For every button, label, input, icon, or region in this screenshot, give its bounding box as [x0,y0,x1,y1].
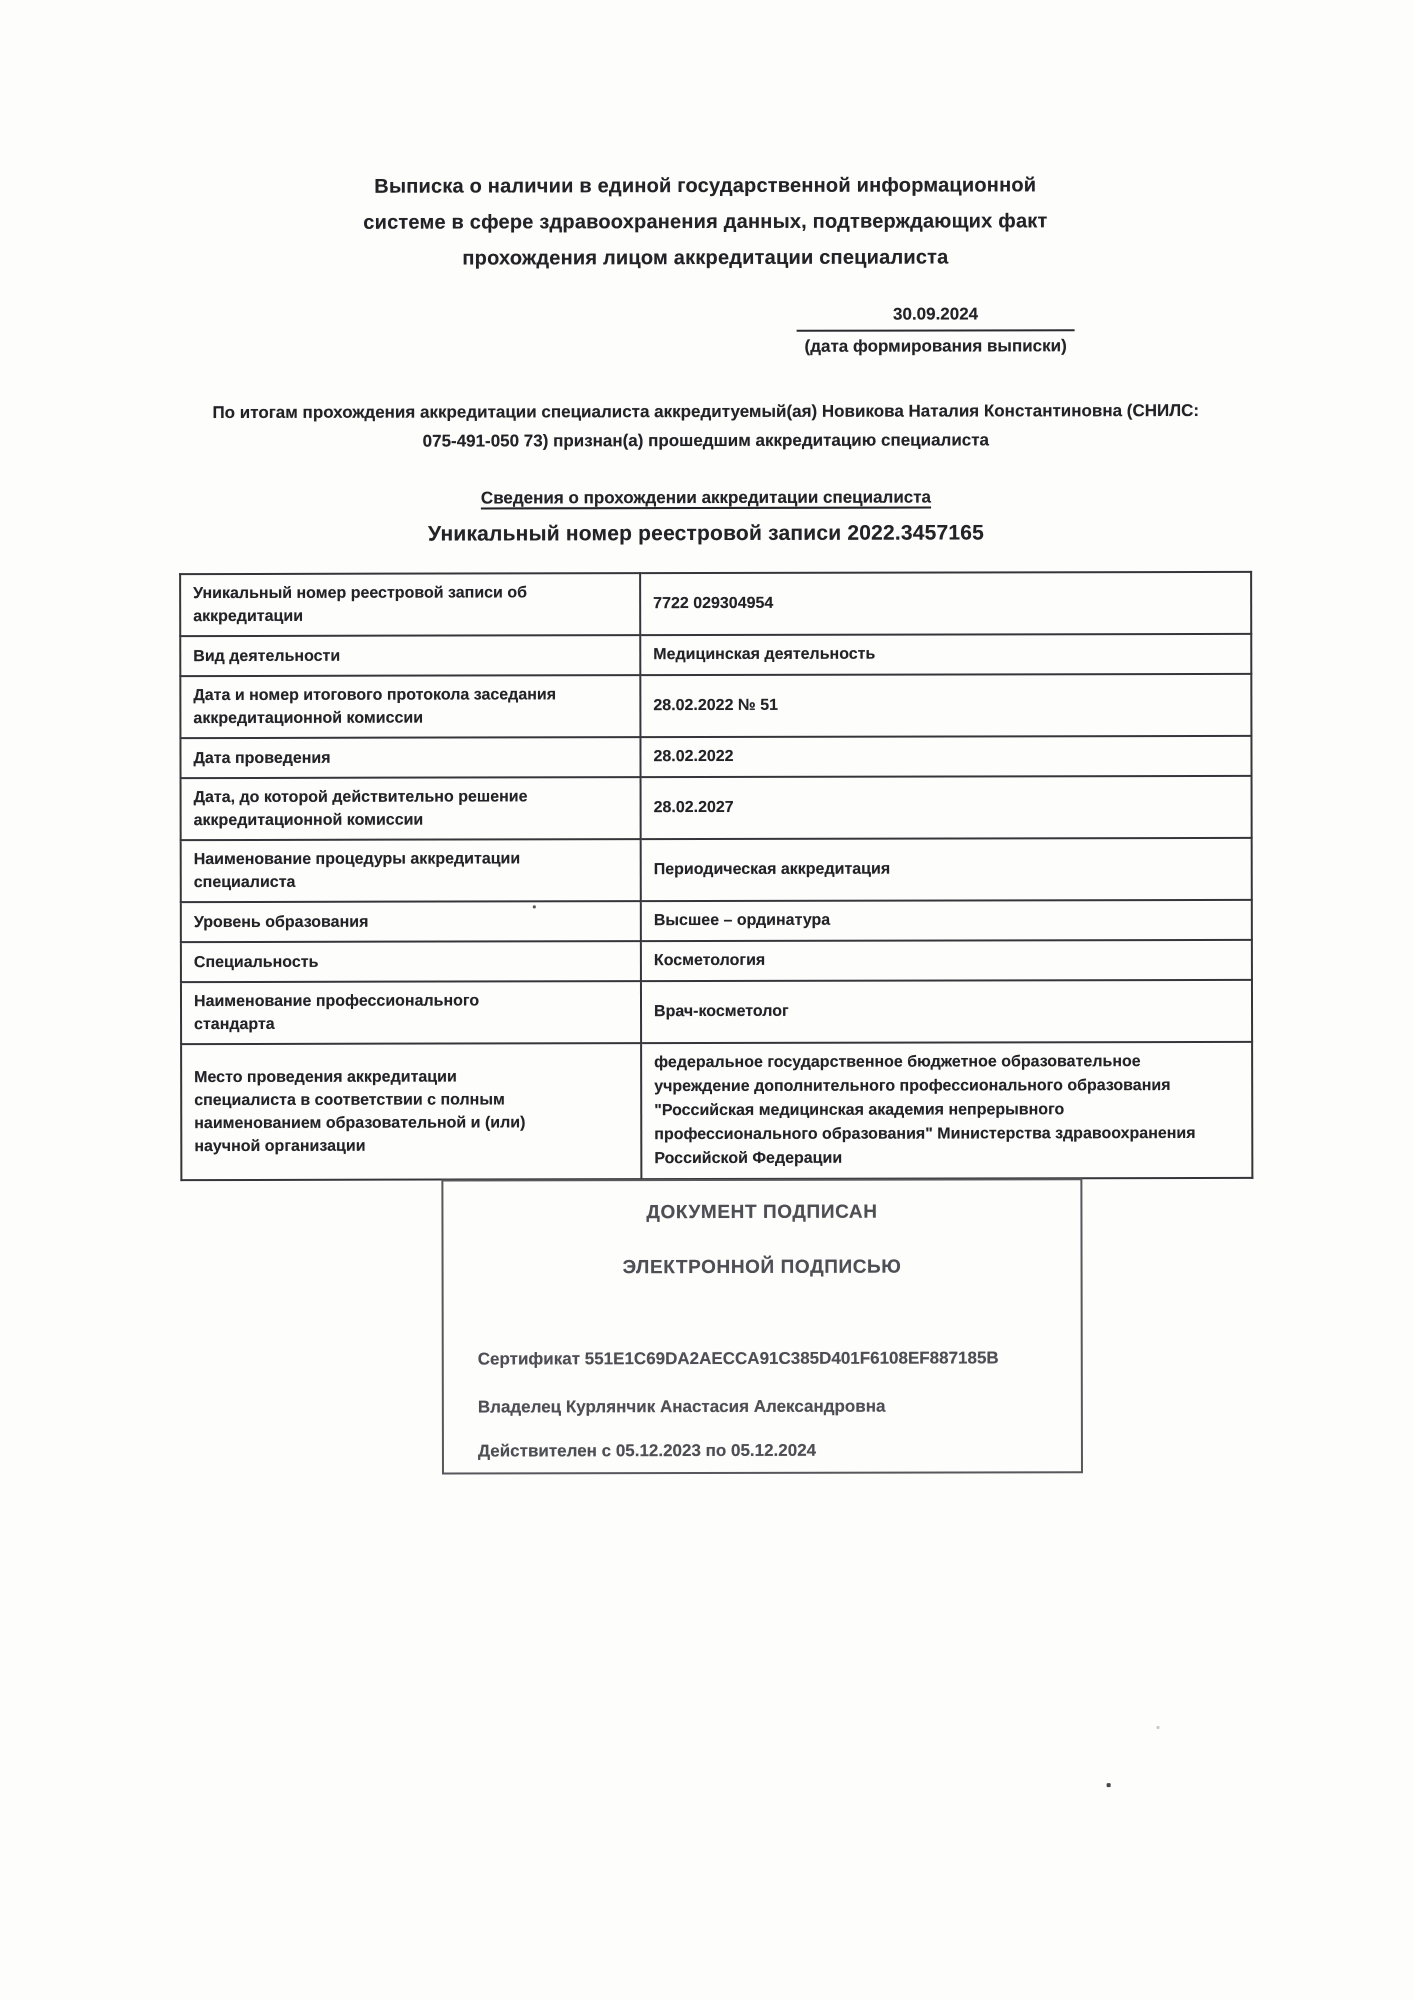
signature-owner: Владелец Курлянчик Анастасия Александровна [477,1396,886,1417]
table-value-cell: 28.02.2022 № 51 [640,674,1251,737]
table-label-cell: Место проведения аккредитации специалиста в соответствии с полным наименованием образовательной и (или) научной организации [181,1043,641,1180]
table-row [181,1042,1252,1180]
table-label-cell: Специальность [181,941,641,982]
formation-date-value: 30.09.2024 [797,304,1075,332]
signature-validity: Действителен с 05.12.2023 по 05.12.2024 [477,1440,817,1461]
table-row [180,674,1251,738]
section-heading: Сведения о прохождении аккредитации специалиста [480,487,932,508]
table-row [181,940,1252,982]
table-value-cell: Медицинская деятельность [640,634,1251,675]
table-value-cell: 28.02.2022 [640,736,1251,777]
signature-header-line1: ДОКУМЕНТ ПОДПИСАН [646,1201,878,1224]
table-value-cell: Периодическая аккредитация [641,838,1252,901]
signature-certificate: Сертификат 551E1C69DA2AECCA91C385D401F6108EF887185B [477,1348,999,1369]
table-row [181,776,1252,840]
table-value-cell: 28.02.2027 [641,776,1252,839]
document-title: Выписка о наличии в единой государственной информационной системе в сфере здравоохранения данных, подтверждающих факт прохождения лицом аккредитации специалиста [363,174,1048,270]
scan-speck [533,905,536,908]
table-label-cell: Дата проведения [180,737,640,778]
formation-date-caption: (дата формирования выписки) [804,336,1067,356]
signature-header-line2: ЭЛЕКТРОННОЙ ПОДПИСЬЮ [622,1256,902,1279]
table-value-cell: Высшее – ординатура [641,900,1252,941]
table-label-cell: Наименование процедуры аккредитации специалиста [181,839,641,902]
table-label-cell: Дата и номер итогового протокола заседания аккредитационной комиссии [180,675,640,738]
registry-number-heading: Уникальный номер реестровой записи 2022.3457165 [427,521,985,546]
formation-date-block [797,304,1075,357]
table-label-cell: Уникальный номер реестровой записи об аккредитации [180,573,640,636]
intro-paragraph: По итогам прохождения аккредитации специалиста аккредитуемый(ая) Новикова Наталия Константиновна (СНИЛС: 075-491-050 73) признан(а) прошедшим аккредитацию специалиста [212,400,1200,451]
table-row [181,980,1252,1044]
table-row [181,838,1252,902]
table-row [181,900,1252,942]
table-value-cell: Врач-косметолог [641,980,1252,1043]
table-label-cell: Вид деятельности [180,635,640,676]
table-value-cell: 7722 029304954 [640,572,1251,635]
scan-speck [1157,1726,1160,1729]
table-row [180,634,1251,676]
table-row [180,572,1251,636]
accreditation-table [179,571,1253,1181]
electronic-signature-stamp [441,1178,1083,1474]
table-label-cell: Дата, до которой действительно решение аккредитационной комиссии [181,777,641,840]
table-label-cell: Наименование профессионального стандарта [181,981,641,1044]
table-row [180,736,1251,778]
table-value-cell: федеральное государственное бюджетное образовательное учреждение дополнительного профессионального образования "Российская медицинская академия непрерывного профессионального образования" Министерства здравоохранения Российской Федерации [641,1042,1252,1179]
scan-speck [1107,1783,1111,1787]
table-value-cell: Косметология [641,940,1252,981]
table-label-cell: Уровень образования [181,901,641,942]
